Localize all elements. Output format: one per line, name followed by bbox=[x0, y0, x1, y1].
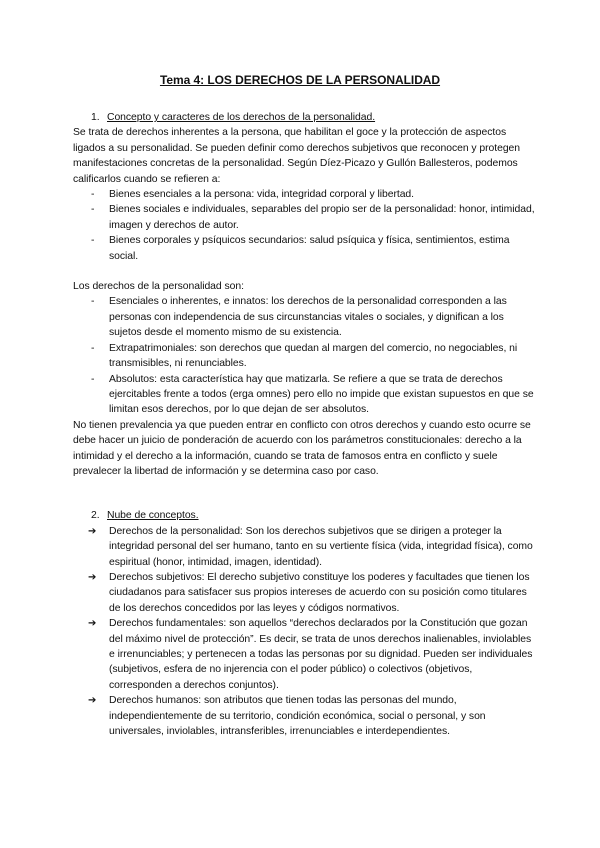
list-item: ➔ Derechos subjetivos: El derecho subjetivo constituye los poderes y facultades que tienen los ciudadanos para satisfacer sus propios intereses de acuerdo con su posición como titulares de los derechos concedidos por las leyes y códigos normativos. bbox=[88, 571, 530, 614]
arrow-bullet-icon: ➔ bbox=[88, 571, 97, 583]
list-item: - Esenciales o inherentes, e innatos: los derechos de la personalidad corresponden a las personas con independencia de sus circunstancias vitales o sociales, y dignifican a los sujetos desde el momento mismo de su existencia. bbox=[91, 296, 507, 339]
dash-bullet: - bbox=[91, 373, 95, 385]
list-item: ➔ Derechos humanos: son atributos que tienen todas las personas del mundo, independientemente de su territorio, condición económica, social o personal, y son universales, inviolables, intransferibles, irrenunciables e interdependientes. bbox=[88, 695, 486, 738]
section-1-closing: No tienen prevalencia ya que pueden entrar en conflicto con otros derechos y cuando esto ocurre se debe hacer un juicio de ponderación de acuerdo con los parámetros constitucionales: derecho a la intimidad y el derecho a la información, cuando se trata de famosos entra en conflicto y suele prevalecer la libertad de información y se determina caso por caso. bbox=[73, 419, 531, 477]
list-item: ➔ Derechos de la personalidad: Son los derechos subjetivos que se dirigen a proteger la integridad personal del ser humano, tanto en su vertiente física (vida, integridad física), como espiritual (honor, intimidad, imagen, identidad). bbox=[88, 525, 533, 568]
section-1-list bbox=[73, 187, 535, 264]
section-1-number: 1. bbox=[91, 112, 100, 123]
list-item: - Bienes corporales y psíquicos secundarios: salud psíquica y física, sentimientos, estima social. bbox=[91, 235, 510, 262]
section-1-title: Concepto y caracteres de los derechos de la personalidad. bbox=[107, 112, 376, 123]
list-item: - Absolutos: esta característica hay que matizarla. Se refiere a que se trata de derechos ejercitables frente a todos (erga omnes) pero ello no impide que existan supuestos en que se limitan esos derechos, por lo que dejan de ser absolutos. bbox=[91, 373, 534, 416]
dash-bullet: - bbox=[91, 342, 95, 354]
list-item: - Bienes esenciales a la persona: vida, integridad corporal y libertad. bbox=[73, 187, 535, 202]
section-1-list-2 bbox=[73, 294, 535, 417]
section-1-intro-2: Los derechos de la personalidad son: bbox=[73, 281, 244, 293]
dash-bullet: - bbox=[91, 189, 95, 201]
list-item: - Bienes sociales e individuales, separables del propio ser de la personalidad: honor, intimidad, imagen y derechos de autor. bbox=[91, 204, 535, 231]
dash-bullet: - bbox=[91, 296, 95, 308]
section-1-intro: Se trata de derechos inherentes a la persona, que habilitan el goce y la protección de aspectos ligados a su personalidad. Se pueden definir como derechos subjetivos que reconocen y protegen manifestaciones concretas de la personalidad. Según Díez-Picazo y Gullón Ballesteros, podemos calificarlos cuando se refieren a: bbox=[73, 127, 521, 185]
document-body bbox=[73, 110, 535, 739]
section-2-heading bbox=[73, 508, 535, 523]
section-1-heading bbox=[73, 110, 535, 125]
section-2-title: Nube de conceptos. bbox=[107, 510, 199, 522]
arrow-bullet-icon: ➔ bbox=[88, 695, 97, 707]
section-2-number: 2. bbox=[91, 510, 100, 522]
dash-bullet: - bbox=[91, 235, 95, 247]
arrow-bullet-icon: ➔ bbox=[88, 525, 97, 537]
dash-bullet: - bbox=[91, 204, 95, 216]
arrow-bullet-icon: ➔ bbox=[88, 618, 97, 630]
list-item: - Extrapatrimoniales: son derechos que quedan al margen del comercio, no negociables, ni transmisibles, ni renunciables. bbox=[91, 342, 518, 370]
list-item: ➔ Derechos fundamentales: son aquellos “derechos declarados por la Constitución que gozan del máximo nivel de protección”. Es decir, se trata de unos derechos inalienables, inviolables e irrenunciables; y pertenecen a todas las personas por su dignidad. Pueden ser individuales (subjetivos, esfera de no injerencia con el poder público) o colectivos (objetivos, corresponden a derechos conjuntos). bbox=[88, 618, 533, 691]
section-2-list bbox=[73, 524, 535, 740]
page-title: Tema 4: LOS DERECHOS DE LA PERSONALIDAD bbox=[159, 73, 441, 87]
